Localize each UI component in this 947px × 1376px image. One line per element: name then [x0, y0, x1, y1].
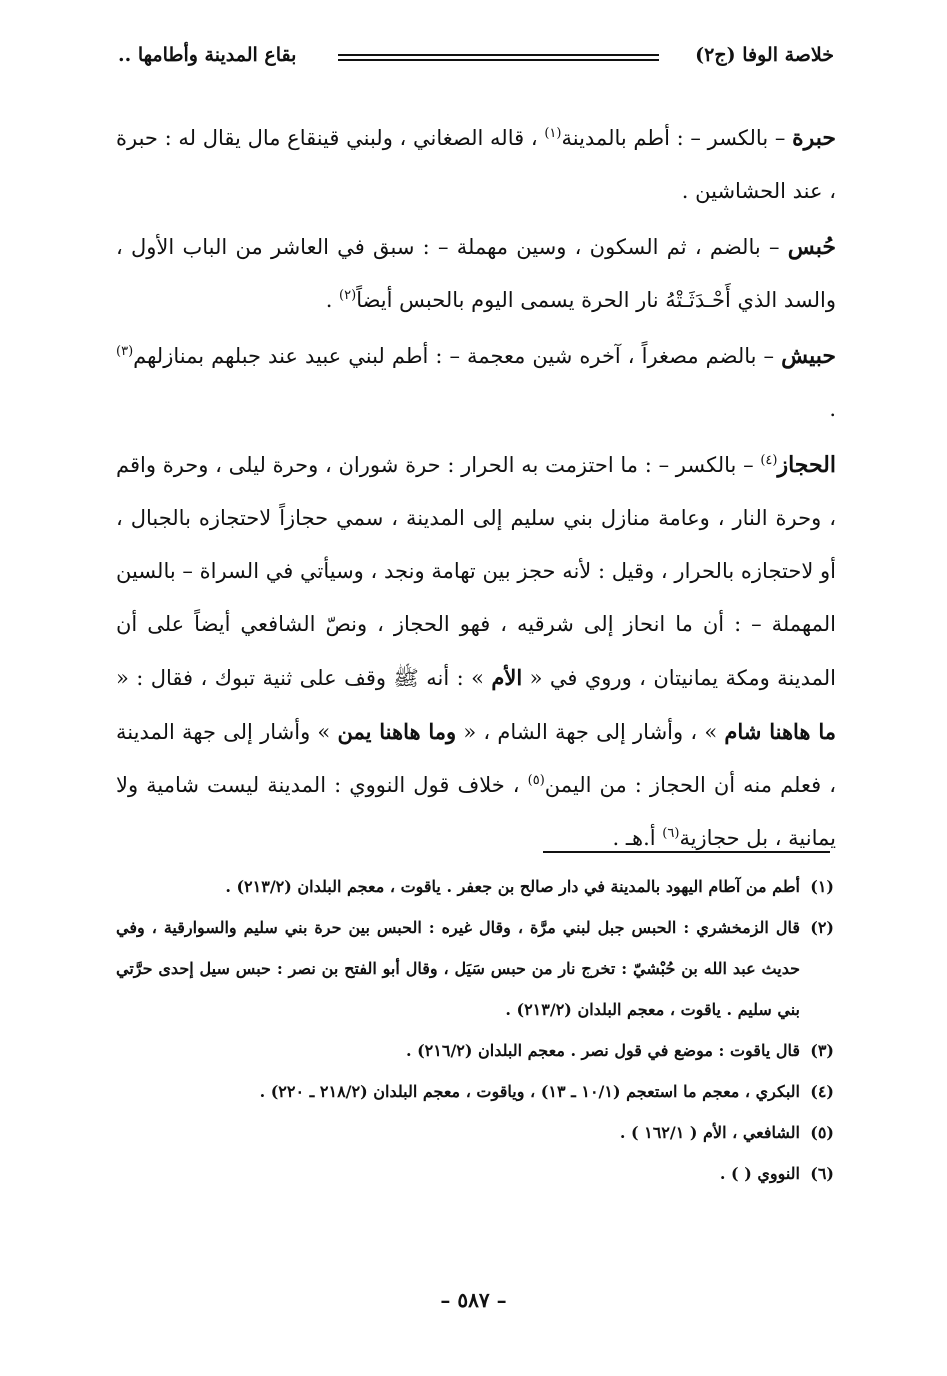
entry-text: أ.هـ . [612, 826, 663, 850]
section-title: بقاع المدينة وأطامها .. [118, 44, 297, 66]
page-number: – ٥٨٧ – [440, 1288, 507, 1312]
footnote-ref[interactable]: (١) [544, 126, 562, 141]
footnote [116, 1112, 834, 1153]
footnote-text: قال الزمخشري : الحبس جبل لبني مرَّة ، وقال غيره : الحبس بين حرة بني سليم والسوارقية ، وفي حديث عبد الله بن حُبْشيّ : تخرج نار من حبس سَيَل ، وقال أبو الفتح بن نصر : حبس سيل إحدى حرَّتي بني سليم . ياقوت ، معجم البلدان (٢١٣/٢) . [116, 918, 801, 1019]
footnote-number: (٤) [810, 1082, 834, 1101]
footnote-separator [543, 851, 830, 853]
entry-text: ، قاله الصغاني ، ولبني قينقاع مال يقال له : حبرة ، عند الحشاشين . [116, 126, 836, 203]
footnote-ref[interactable]: (٣) [116, 344, 134, 359]
footnote-text: النووي ( ) . [719, 1164, 800, 1183]
entry-text: – بالضم ، ثم السكون ، وسين مهملة – : سبق في العاشر من الباب الأول ، والسد الذي أَحْـدَثَـتْهُ نار الحرة يسمى اليوم بالحبس أيضاً [116, 235, 836, 312]
entry-term: حُبس [787, 234, 836, 260]
footnote [116, 1071, 834, 1112]
entry-text: – بالكسر – : ما احتزمت به الحرار : حرة شوران ، وحرة ليلى ، وحرة واقم ، وحرة النار ، وعامة منازل بني سليم إلى المدينة ، سمي حجازاً لاحتجازه بالجبال ، أو لاحتجازه بالحرار ، وقيل : لأنه حجز بين تهامة ونجد ، وسيأتي في السراة – بالسين المهملة – : أن ما انحاز إلى شرقيه ، فهو الحجاز ، ونصّ الشافعي أيضاً على أن المدينة ومكة يمانيتان ، وروي في « [116, 453, 837, 690]
entry-term: حبيش [781, 343, 836, 369]
footnote [116, 907, 834, 1030]
footnotes [116, 866, 834, 1194]
footnote-ref[interactable]: (٥) [527, 773, 545, 788]
footnote-number: (٣) [810, 1041, 834, 1060]
footnote-ref[interactable]: (٢) [339, 288, 357, 303]
footnote-ref[interactable]: (٦) [662, 826, 680, 841]
footnote-text: الشافعي ، الأم ( ١٦٢/١ ) . [619, 1123, 800, 1142]
entry-hibra [116, 112, 836, 218]
entry-text: » : أنه ﷺ وقف على ثنية تبوك ، فقال : « [116, 666, 492, 690]
entry-hubaysh [116, 330, 836, 436]
hadith-quote: ما هاهنا شام [724, 719, 836, 744]
footnote [116, 866, 834, 907]
footnote-text: قال ياقوت : موضع في قول نصر . معجم البلدان (٢١٦/٢) . [405, 1041, 800, 1060]
book-title: خلاصة الوفا (ج٢) [695, 44, 834, 66]
running-header [118, 40, 834, 76]
entry-text: » ، وأشار إلى جهة الشام ، « [456, 720, 725, 744]
entry-term: حبرة [792, 125, 836, 151]
footnote-number: (٢) [810, 918, 834, 937]
footnote-ref[interactable]: (٤) [760, 453, 778, 468]
entry-text: – بالضم مصغراً ، آخره شين معجمة – : أطم لبني عبيد عند جبلهم بمنازلهم [133, 344, 782, 368]
footnote-text: أطم من آطام اليهود بالمدينة في دار صالح بن جعفر . ياقوت ، معجم البلدان (٢١٣/٢) . [225, 877, 800, 896]
footnote-number: (٦) [810, 1164, 834, 1183]
hadith-quote: وما هاهنا يمن [337, 719, 457, 744]
footnote-text: البكري ، معجم ما استعجم (١٠/١ ـ ١٣) ، وياقوت ، معجم البلدان (٢١٨/٢ ـ ٢٢٠) . [259, 1082, 800, 1101]
entry-hubs [116, 221, 836, 327]
header-rule [338, 54, 659, 61]
footnote-number: (٥) [810, 1123, 834, 1142]
quoted-title: الأم [491, 665, 523, 690]
entry-text: ، خلاف قول النووي : المدينة ليست شامية ولا يمانية ، بل حجازية [116, 773, 836, 850]
entry-text: – بالكسر – : أطم بالمدينة [561, 126, 793, 150]
main-text [116, 112, 836, 868]
footnote-number: (١) [810, 877, 834, 896]
entry-term: الحجاز [777, 452, 836, 478]
entry-text: » وأشار إلى جهة المدينة ، فعلم منه أن الحجاز : من اليمن [116, 720, 836, 797]
entry-hijaz [116, 439, 836, 865]
entry-text: . [325, 288, 340, 312]
footnote [116, 1153, 834, 1194]
entry-text: . [829, 397, 836, 421]
footnote [116, 1030, 834, 1071]
